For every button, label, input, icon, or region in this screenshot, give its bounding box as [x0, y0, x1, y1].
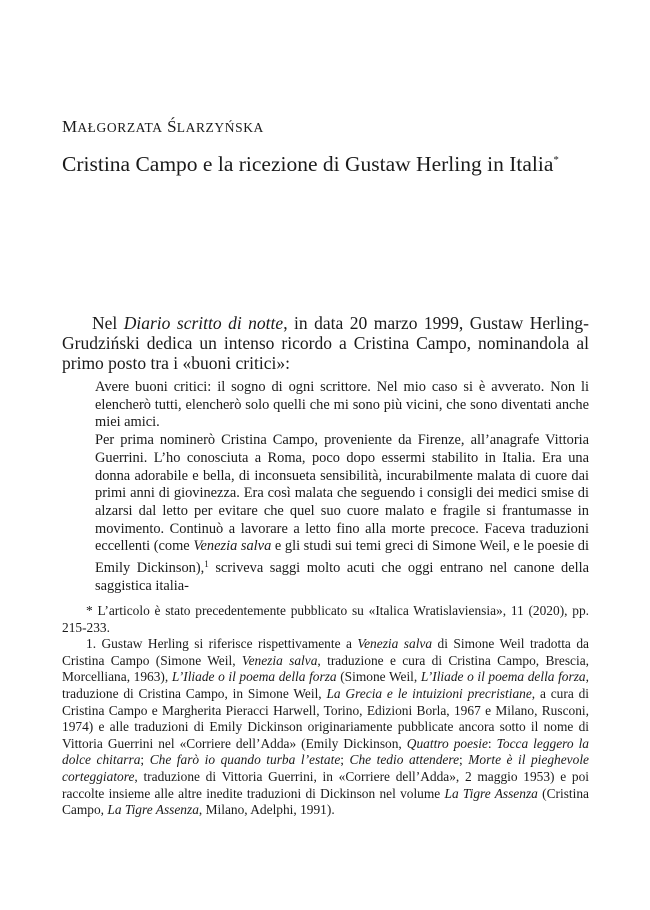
title-footnote-marker: * [553, 154, 559, 166]
intro-paragraph: Nel Diario scritto di notte, in data 20 marzo 1999, Gustaw Herling-Grudziński dedica un intenso ricordo a Cristina Campo, nominandola al primo posto tra i «buoni critici»: [62, 313, 590, 373]
quote-paragraph: Avere buoni critici: il sogno di ogni scrittore. Nel mio caso si è avverato. Non li elencherò tutti, elencherò solo quelli che mi sono più vicini, che sono diventati anche miei amici. [95, 379, 589, 431]
footnote-reference: 1 [204, 559, 209, 570]
footnotes [62, 603, 589, 819]
footnote-star: * L’articolo è stato precedentemente pubblicato su «Italica Wratislaviensia», 11 (2020), pp. 215-233. [62, 603, 589, 635]
footnote-1: 1. Gustaw Herling si riferisce rispettivamente a Venezia salva di Simone Weil tradotta da Cristina Campo (Simone Weil, Venezia salva, traduzione e cura di Cristina Campo, Brescia, Morcelliana, 1963), L’Iliade o il poema della forza (Simone Weil, L’Iliade o il poema della forza, traduzione di Cristina Campo, in Simone Weil, La Grecia e le intuizioni precristiane, a cura di Cristina Campo e Margherita Pieracci Harwell, Torino, Edizioni Borla, 1967 e Milano, Rusconi, 1974) e alle traduzioni di Emily Dickinson originariamente pubblicate ancora sotto il nome di Vittoria Guerrini nel «Corriere dell’Adda» (Emily Dickinson, Quattro poesie: Tocca leggero la dolce chitarra; Che farò io quando turba l’estate; Che tedio attendere; Morte è il pieghevole corteggiatore, traduzione di Vittoria Guerrini, in «Corriere dell’Adda», 2 maggio 1953) e poi raccolte insieme alle altre inedite traduzioni di Dickinson nel volume La Tigre Assenza (Cristina Campo, La Tigre Assenza, Milano, Adelphi, 1991). [62, 636, 589, 818]
author-name: MAŁGORZATA ŚLARZYŃSKA [62, 117, 264, 136]
block-quote [95, 379, 589, 595]
quote-paragraph: Per prima nominerò Cristina Campo, proveniente da Firenze, all’anagrafe Vittoria Guerrini. L’ho conosciuta a Roma, poco dopo essermi stabilito in Italia. Era una donna adorabile e bella, di inconsueta sensibilità, incurabilmente malata di cuore dai primi anni di giovinezza. Era così malata che seguendo i consigli dei medici smise di alzarsi dal letto per evitare che quel suo cuore malato e fragile si frantumasse in movimento. Continuò a lavorare a letto fino alla morte precoce. Faceva traduzioni eccellenti (come Venezia salva e gli studi sui temi greci di Simone Weil, e le poesie di Emily Dickinson),$^1$ scriveva saggi molto acuti che oggi entrano nel canone della saggistica italia- [95, 432, 589, 594]
article-title: Cristina Campo e la ricezione di Gustaw Herling in Italia* [62, 152, 559, 176]
